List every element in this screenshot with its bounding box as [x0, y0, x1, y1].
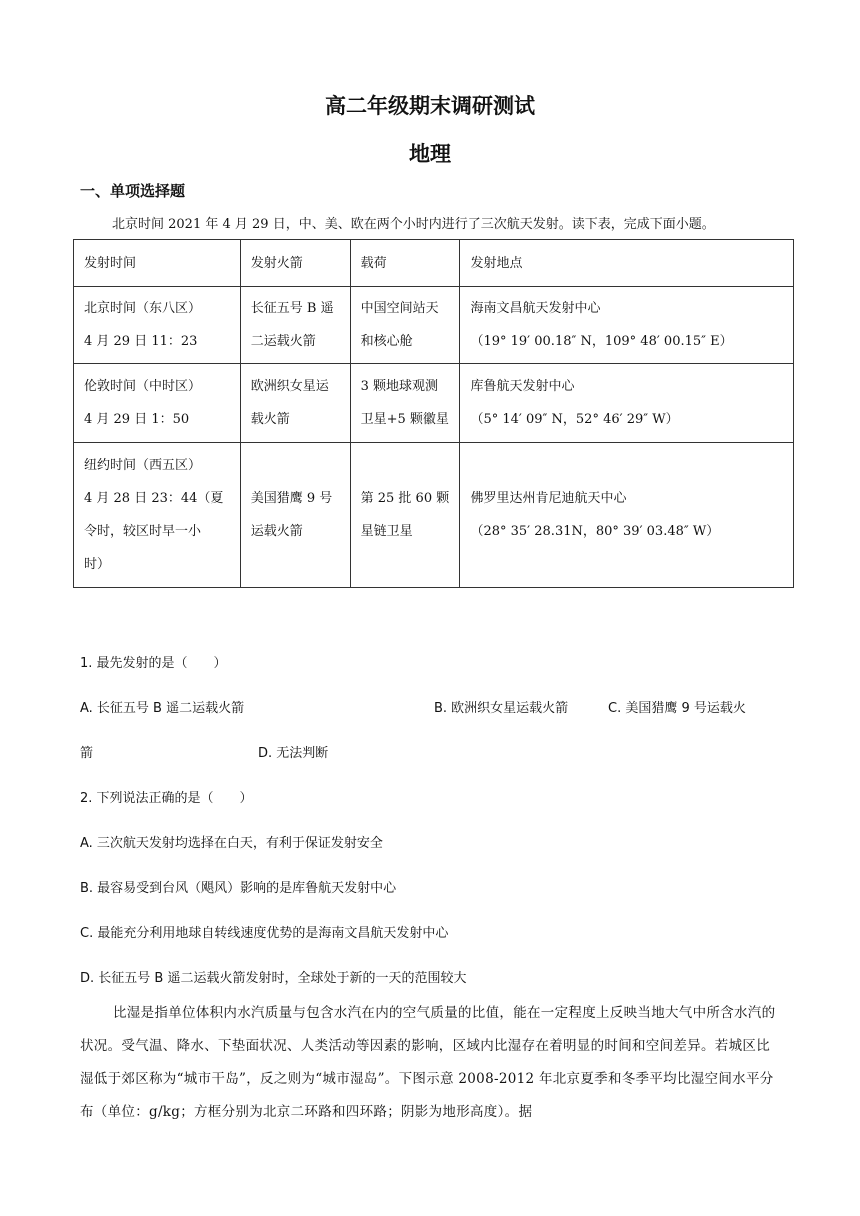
reading-paragraph: 比湿是指单位体积内水汽质量与包含水汽在内的空气质量的比值，能在一定程度上反映当地大气中所含水汽的状况。受气温、降水、下垫面状况、人类活动等因素的影响，区域内比湿存在着明显的时间和空间差异。若城区比湿低于郊区称为“城市干岛”，反之则为“城市湿岛”。下图示意 2008-2012 年北京夏季和冬季平均比湿空间水平分布（单位：g/kg；方框分别为北京二环路和四环路；阴影为地形高度）。据: [80, 1005, 776, 1120]
payload-cell: [350, 287, 460, 364]
payload-line: 中国空间站天: [360, 301, 439, 316]
time-line: 时）: [84, 557, 111, 572]
rocket-cell: [240, 364, 350, 443]
rocket-cell: [240, 287, 350, 364]
question-2-option-a[interactable]: A. 三次航天发射均选择在白天，有利于保证发射安全: [80, 836, 383, 851]
rocket-line: 二运载火箭: [250, 334, 316, 349]
site-coordinates: （5° 14′ 09″ N，52° 46′ 29″ W）: [470, 412, 679, 427]
table-header-cell: 发射火箭: [240, 240, 350, 287]
site-cell: [460, 287, 794, 364]
question-1-option-d[interactable]: D. 无法判断: [258, 746, 329, 761]
question-2-option-d[interactable]: D. 长征五号 B 遥二运载火箭发射时，全球处于新的一天的范围较大: [80, 971, 467, 986]
payload-line: 星链卫星: [360, 524, 413, 539]
question-2-option-c[interactable]: C. 最能充分利用地球自转线速度优势的是海南文昌航天发射中心: [80, 926, 449, 941]
question-1-stem: 1. 最先发射的是（ ）: [80, 656, 227, 671]
question-2-stem: 2. 下列说法正确的是（ ）: [80, 791, 253, 806]
payload-line: 卫星+5 颗徽星: [360, 412, 449, 427]
rocket-line: 运载火箭: [250, 524, 303, 539]
site-coordinates: （28° 35′ 28.31N，80° 39′ 03.48″ W）: [470, 524, 720, 539]
payload-cell: [350, 443, 460, 588]
question-1-option-c-wrap: 箭: [80, 746, 94, 761]
table-row: [74, 443, 794, 588]
time-line: 4 月 28 日 23：44（夏: [84, 491, 224, 506]
payload-cell: [350, 364, 460, 443]
site-cell: [460, 443, 794, 588]
rocket-line: 长征五号 B 遥: [250, 301, 334, 316]
section-heading: 一、单项选择题: [80, 182, 186, 200]
question-1-option-b[interactable]: B. 欧洲织女星运载火箭: [434, 701, 569, 716]
exam-title: 高二年级期末调研测试: [325, 94, 535, 118]
rocket-line: 欧洲织女星运: [250, 379, 329, 394]
site-name: 库鲁航天发射中心: [470, 379, 575, 394]
rocket-cell: [240, 443, 350, 588]
time-line: 伦敦时间（中时区）: [84, 379, 202, 394]
subject-title: 地理: [409, 142, 451, 166]
intro-text: 北京时间 2021 年 4 月 29 日，中、美、欧在两个小时内进行了三次航天发射。读下表，完成下面小题。: [112, 217, 715, 232]
question-2-option-b[interactable]: B. 最容易受到台风（飓风）影响的是库鲁航天发射中心: [80, 881, 397, 896]
time-line: 令时，较区时早一小: [84, 524, 202, 539]
table-header-cell: 发射时间: [74, 240, 241, 287]
question-1-option-c[interactable]: C. 美国猎鹰 9 号运载火: [608, 701, 746, 716]
table-header-row: [74, 240, 794, 287]
question-1-option-a[interactable]: A. 长征五号 B 遥二运载火箭: [80, 701, 245, 716]
payload-line: 第 25 批 60 颗: [360, 491, 450, 506]
time-line: 4 月 29 日 11：23: [84, 334, 198, 349]
time-cell: [74, 443, 241, 588]
table-header-cell: 发射地点: [460, 240, 794, 287]
launch-table: [73, 239, 794, 588]
site-cell: [460, 364, 794, 443]
time-line: 北京时间（东八区）: [84, 301, 202, 316]
table-row: [74, 287, 794, 364]
table-row: [74, 364, 794, 443]
time-line: 纽约时间（西五区）: [84, 458, 202, 473]
time-cell: [74, 287, 241, 364]
payload-line: 3 颗地球观测: [360, 379, 439, 394]
rocket-line: 载火箭: [250, 412, 290, 427]
site-name: 佛罗里达州肯尼迪航天中心: [470, 491, 627, 506]
payload-line: 和核心舱: [360, 334, 413, 349]
time-line: 4 月 29 日 1：50: [84, 412, 190, 427]
rocket-line: 美国猎鹰 9 号: [250, 491, 333, 506]
time-cell: [74, 364, 241, 443]
site-name: 海南文昌航天发射中心: [470, 301, 601, 316]
site-coordinates: （19° 19′ 00.18″ N，109° 48′ 00.15″ E）: [470, 334, 733, 349]
table-header-cell: 载荷: [350, 240, 460, 287]
